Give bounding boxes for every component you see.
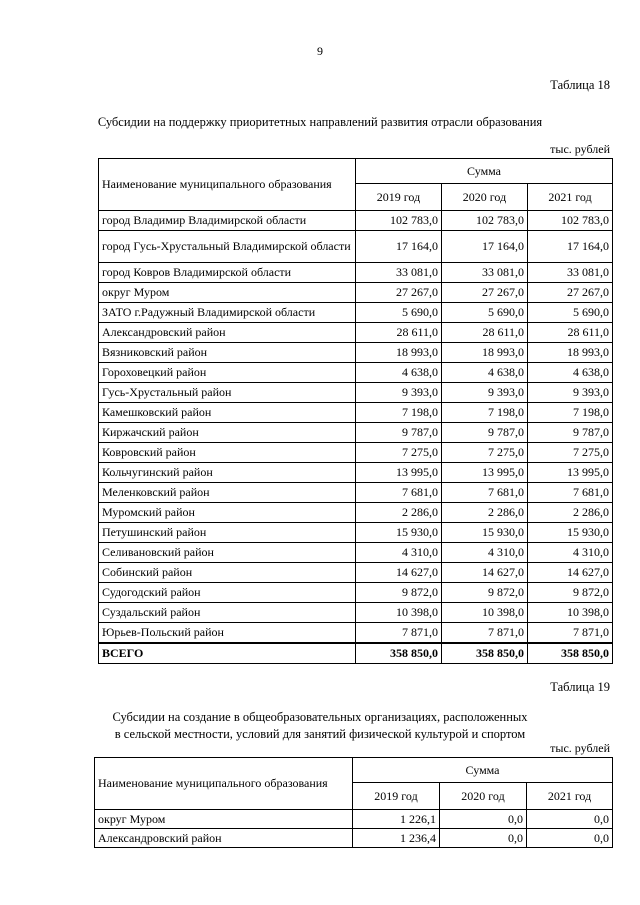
table-row: [99, 603, 613, 623]
amount-cell: 14 627,0: [356, 563, 442, 583]
municipality-name: округ Муром: [95, 810, 353, 829]
amount-cell: 17 164,0: [528, 231, 613, 263]
amount-cell: 7 871,0: [356, 623, 442, 643]
amount-cell: 27 267,0: [528, 283, 613, 303]
municipality-name: Собинский район: [99, 563, 356, 583]
table19-title-line1: Субсидии на создание в общеобразовательных организациях, расположенных: [112, 710, 528, 724]
amount-cell: 18 993,0: [356, 343, 442, 363]
amount-cell: 2 286,0: [442, 503, 528, 523]
municipality-name: Ковровский район: [99, 443, 356, 463]
amount-cell: 9 393,0: [442, 383, 528, 403]
table-row: [99, 483, 613, 503]
page-number: 9: [317, 44, 323, 58]
table-row: [99, 363, 613, 383]
municipality-name: Александровский район: [95, 829, 353, 848]
amount-cell: 14 627,0: [528, 563, 613, 583]
table-row: [99, 263, 613, 283]
amount-cell: 7 871,0: [528, 623, 613, 643]
table18-year-header: 2019 год: [356, 184, 442, 211]
amount-cell: 7 198,0: [356, 403, 442, 423]
table-row: [99, 283, 613, 303]
amount-cell: 13 995,0: [528, 463, 613, 483]
municipality-name: Муромский район: [99, 503, 356, 523]
amount-cell: 1 226,1: [353, 810, 440, 829]
amount-cell: 0,0: [440, 810, 527, 829]
table19-col-name: Наименование муниципального образования: [95, 758, 353, 810]
amount-cell: 2 286,0: [356, 503, 442, 523]
amount-cell: 28 611,0: [356, 323, 442, 343]
amount-cell: 33 081,0: [528, 263, 613, 283]
amount-cell: 9 787,0: [356, 423, 442, 443]
amount-cell: 10 398,0: [528, 603, 613, 623]
table-row: [99, 211, 613, 231]
municipality-name: Камешковский район: [99, 403, 356, 423]
table19-col-sum: Сумма: [353, 758, 613, 783]
amount-cell: 15 930,0: [528, 523, 613, 543]
amount-cell: 9 872,0: [442, 583, 528, 603]
table19-label: Таблица 19: [550, 680, 610, 694]
amount-cell: 9 872,0: [356, 583, 442, 603]
amount-cell: 358 850,0: [442, 643, 528, 664]
table-row: [99, 231, 613, 263]
table18-year-header: 2020 год: [442, 184, 528, 211]
amount-cell: 9 393,0: [528, 383, 613, 403]
table19-unit: тыс. рублей: [550, 741, 610, 755]
amount-cell: 13 995,0: [442, 463, 528, 483]
municipality-name: Гусь-Хрустальный район: [99, 383, 356, 403]
amount-cell: 9 787,0: [442, 423, 528, 443]
amount-cell: 4 638,0: [528, 363, 613, 383]
amount-cell: 7 198,0: [528, 403, 613, 423]
table18-year-header: 2021 год: [528, 184, 613, 211]
municipality-name: ЗАТО г.Радужный Владимирской области: [99, 303, 356, 323]
municipality-name: город Владимир Владимирской области: [99, 211, 356, 231]
amount-cell: 27 267,0: [356, 283, 442, 303]
table-row: [99, 323, 613, 343]
amount-cell: 7 275,0: [356, 443, 442, 463]
amount-cell: 5 690,0: [356, 303, 442, 323]
table-row: [99, 303, 613, 323]
municipality-name: Меленковский район: [99, 483, 356, 503]
table-row: [99, 523, 613, 543]
amount-cell: 4 638,0: [442, 363, 528, 383]
municipality-name: округ Муром: [99, 283, 356, 303]
amount-cell: 358 850,0: [356, 643, 442, 664]
amount-cell: 17 164,0: [356, 231, 442, 263]
amount-cell: 17 164,0: [442, 231, 528, 263]
table19-title-line2: в сельской местности, условий для занятий физической культурой и спортом: [114, 727, 526, 741]
table-row: [99, 623, 613, 643]
municipality-name: Кольчугинский район: [99, 463, 356, 483]
table19: [94, 757, 613, 848]
table18-unit: тыс. рублей: [550, 142, 610, 156]
amount-cell: 102 783,0: [528, 211, 613, 231]
municipality-name: Петушинский район: [99, 523, 356, 543]
amount-cell: 9 787,0: [528, 423, 613, 443]
amount-cell: 7 275,0: [442, 443, 528, 463]
amount-cell: 0,0: [527, 810, 613, 829]
amount-cell: 358 850,0: [528, 643, 613, 664]
municipality-name: ВСЕГО: [99, 643, 356, 664]
table19-year-header: 2021 год: [527, 783, 613, 810]
amount-cell: 27 267,0: [442, 283, 528, 303]
amount-cell: 7 681,0: [528, 483, 613, 503]
municipality-name: Селивановский район: [99, 543, 356, 563]
table-row: [99, 403, 613, 423]
table-row: [99, 423, 613, 443]
amount-cell: 7 275,0: [528, 443, 613, 463]
amount-cell: 7 681,0: [442, 483, 528, 503]
municipality-name: Гороховецкий район: [99, 363, 356, 383]
table-row: [99, 563, 613, 583]
amount-cell: 9 393,0: [356, 383, 442, 403]
municipality-name: Вязниковский район: [99, 343, 356, 363]
amount-cell: 2 286,0: [528, 503, 613, 523]
municipality-name: город Гусь-Хрустальный Владимирской области: [99, 231, 356, 263]
amount-cell: 0,0: [440, 829, 527, 848]
table18-col-name: Наименование муниципального образования: [99, 159, 356, 211]
municipality-name: Суздальский район: [99, 603, 356, 623]
amount-cell: 1 236,4: [353, 829, 440, 848]
amount-cell: 5 690,0: [528, 303, 613, 323]
table-row: [99, 503, 613, 523]
amount-cell: 7 871,0: [442, 623, 528, 643]
amount-cell: 4 310,0: [528, 543, 613, 563]
amount-cell: 33 081,0: [356, 263, 442, 283]
amount-cell: 28 611,0: [528, 323, 613, 343]
amount-cell: 7 681,0: [356, 483, 442, 503]
amount-cell: 10 398,0: [356, 603, 442, 623]
amount-cell: 7 198,0: [442, 403, 528, 423]
table18: [98, 158, 613, 664]
municipality-name: Киржачский район: [99, 423, 356, 443]
table-row: [99, 463, 613, 483]
table-row: [99, 443, 613, 463]
amount-cell: 18 993,0: [442, 343, 528, 363]
table19-year-header: 2019 год: [353, 783, 440, 810]
municipality-name: город Ковров Владимирской области: [99, 263, 356, 283]
municipality-name: Юрьев-Польский район: [99, 623, 356, 643]
amount-cell: 10 398,0: [442, 603, 528, 623]
municipality-name: Александровский район: [99, 323, 356, 343]
municipality-name: Судогодский район: [99, 583, 356, 603]
table-row: [99, 343, 613, 363]
table-row: [99, 383, 613, 403]
table19-year-header: 2020 год: [440, 783, 527, 810]
table-row: [95, 829, 613, 848]
amount-cell: 13 995,0: [356, 463, 442, 483]
amount-cell: 5 690,0: [442, 303, 528, 323]
table-total-row: [99, 643, 613, 664]
table-row: [99, 543, 613, 563]
amount-cell: 102 783,0: [442, 211, 528, 231]
amount-cell: 4 638,0: [356, 363, 442, 383]
table-row: [95, 810, 613, 829]
table-row: [99, 583, 613, 603]
amount-cell: 9 872,0: [528, 583, 613, 603]
amount-cell: 33 081,0: [442, 263, 528, 283]
amount-cell: 14 627,0: [442, 563, 528, 583]
amount-cell: 18 993,0: [528, 343, 613, 363]
amount-cell: 0,0: [527, 829, 613, 848]
amount-cell: 15 930,0: [442, 523, 528, 543]
amount-cell: 15 930,0: [356, 523, 442, 543]
amount-cell: 4 310,0: [442, 543, 528, 563]
amount-cell: 4 310,0: [356, 543, 442, 563]
amount-cell: 28 611,0: [442, 323, 528, 343]
amount-cell: 102 783,0: [356, 211, 442, 231]
table18-title: Субсидии на поддержку приоритетных направлений развития отрасли образования: [97, 115, 543, 129]
table18-col-sum: Сумма: [356, 159, 613, 184]
table18-label: Таблица 18: [550, 78, 610, 92]
